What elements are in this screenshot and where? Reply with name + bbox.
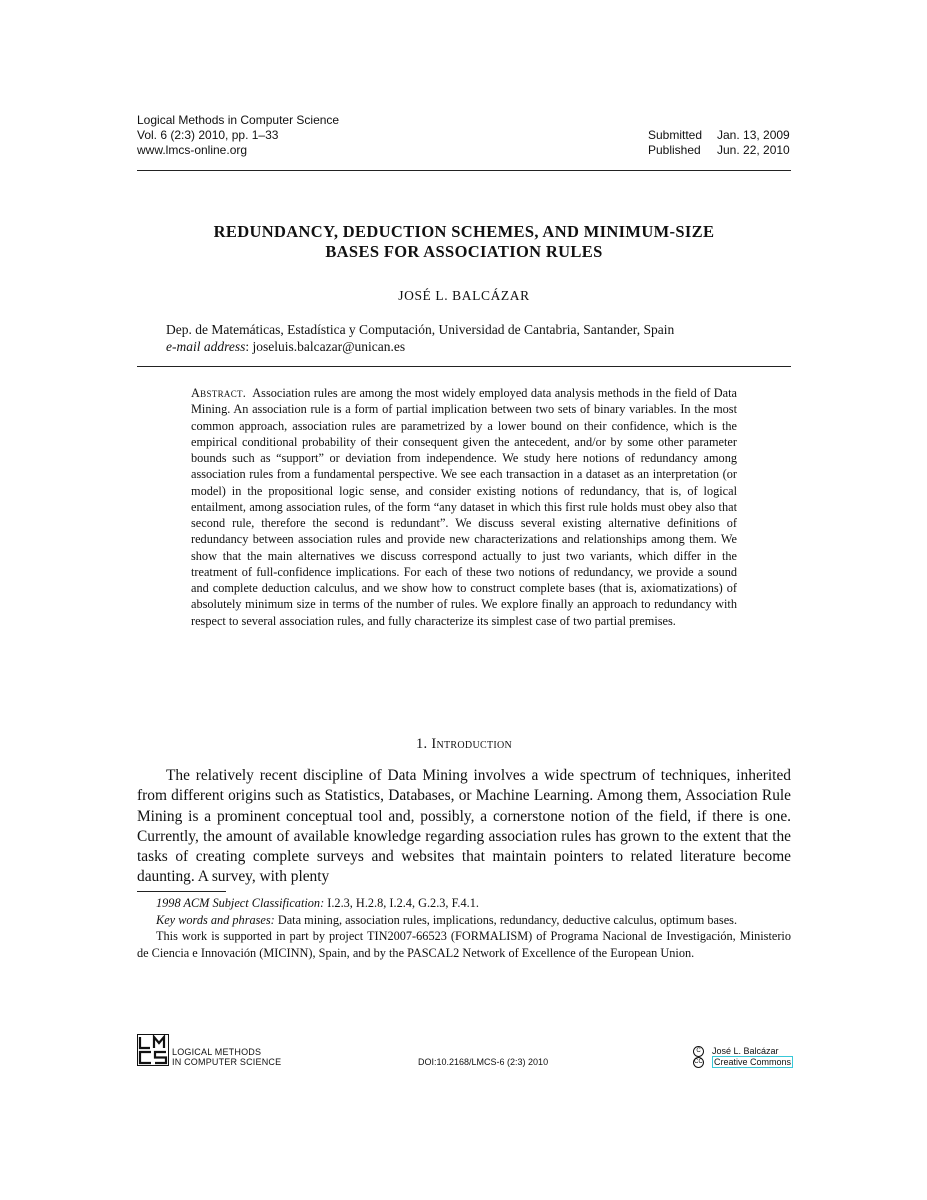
copyright-icon: C — [693, 1046, 704, 1057]
abstract-label: Abstract. — [191, 386, 247, 400]
keywords-label: Key words and phrases: — [156, 912, 275, 927]
acm-codes: I.2.3, H.2.8, I.2.4, G.2.3, F.4.1. — [324, 896, 479, 910]
journal-header — [137, 113, 339, 158]
logo-line-1: LOGICAL METHODS — [172, 1047, 262, 1057]
section-number: 1. — [415, 736, 428, 752]
paper-title — [137, 222, 791, 262]
section-heading — [137, 736, 791, 753]
keywords — [137, 912, 791, 929]
journal-name: Logical Methods in Computer Science — [137, 113, 340, 127]
title-line-2: BASES FOR ASSOCIATION RULES — [325, 242, 603, 261]
author-affiliation-block — [166, 321, 674, 355]
journal-volume: Vol. 6 (2:3) 2010, pp. 1–33 — [137, 128, 279, 142]
email-label: e-mail address — [166, 339, 246, 354]
creative-commons-icon: CC — [693, 1057, 704, 1068]
introduction-paragraph: The relatively recent discipline of Data Mining involves a wide spectrum of techniques, inherited from different origins such as Statistics, Databases, or Machine Learning. Among them, Association Rule Mining is a prominent conceptual tool and, possibly, a cornerstone notion of the field, if there is one. Currently, the amount of available knowledge regarding association rules has grown to the extent that the tasks of creating complete surveys and websites that maintain pointers to related literature become daunting. A survey, with plenty — [137, 767, 791, 886]
doi: DOI:10.2168/LMCS-6 (2:3) 2010 — [418, 1057, 549, 1067]
abstract — [191, 385, 737, 629]
submission-dates — [648, 128, 790, 158]
lmcs-logo-icon — [137, 1034, 169, 1066]
acm-label: 1998 ACM Subject Classification: — [156, 896, 325, 910]
affiliation-rule — [137, 366, 791, 367]
author-name: JOSÉ L. BALCÁZAR — [398, 288, 530, 303]
copyright-holder: José L. Balcázar — [712, 1046, 779, 1056]
creative-commons-link[interactable]: Creative Commons — [714, 1057, 792, 1068]
logo-text — [172, 1047, 281, 1067]
logo-line-2: IN COMPUTER SCIENCE — [172, 1057, 282, 1067]
email-line — [166, 338, 674, 355]
header-rule — [137, 170, 791, 171]
funding-note: This work is supported in part by project TIN2007-66523 (FORMALISM) of Programa Nacional de Investigación, Ministerio de Ciencia e Innovación (MICINN), Spain, and by the PASCAL2 Network of Excellence of the European Union. — [137, 929, 791, 960]
introduction-body — [137, 766, 791, 888]
abstract-text: Association rules are among the most widely employed data analysis methods in the field of Data Mining. An association rule is a form of partial implication between two sets of binary variables. In the most common approach, association rules are parametrized by a lower bound on their confidence, which is the empirical conditional probability of their consequent given the antecedent, and/or by some other parameter bounds such as “support” or deviation from independence. We study here notions of redundancy among association rules from a fundamental perspective. We see each transaction in a dataset as an interpretation (or model) in the propositional logic sense, and consider existing notions of redundancy, that is, of logical entailment, among association rules, of the form “any dataset in which this first rule holds must obey also that second rule, therefore the second is redundant”. We discuss several existing alternative definitions of redundancy between association rules and provide new characterizations and relationships among them. We show that the main alternatives we discuss correspond actually to just two variants, which differ in the treatment of full-confidence implications. For each of these two notions of redundancy, we provide a sound and complete deduction calculus, and we show how to construct complete bases (that is, axiomatizations) of absolutely minimum size in terms of the number of rules. We explore finally an approach to redundancy with respect to several association rules, and fully characterize its simplest case of two partial premises. — [191, 386, 737, 628]
acm-classification — [137, 895, 791, 912]
title-line-1: REDUNDANCY, DEDUCTION SCHEMES, AND MINIMUM-SIZE — [213, 222, 715, 241]
affiliation: Dep. de Matemáticas, Estadística y Computación, Universidad de Cantabria, Santander, Spain — [166, 322, 675, 337]
footnote-rule — [137, 891, 226, 892]
copyright-block — [693, 1046, 793, 1068]
submitted-label: Submitted — [648, 128, 703, 142]
footnotes — [137, 895, 791, 961]
published-date: Jun. 22, 2010 — [717, 143, 790, 157]
published-label: Published — [648, 143, 701, 157]
email-address: : joseluis.balcazar@unican.es — [245, 339, 406, 354]
section-title: Introduction — [431, 736, 513, 752]
keywords-text: Data mining, association rules, implications, redundancy, deductive calculus, optimum bases. — [274, 912, 738, 927]
journal-website: www.lmcs-online.org — [137, 143, 248, 157]
submitted-date: Jan. 13, 2009 — [717, 128, 790, 142]
